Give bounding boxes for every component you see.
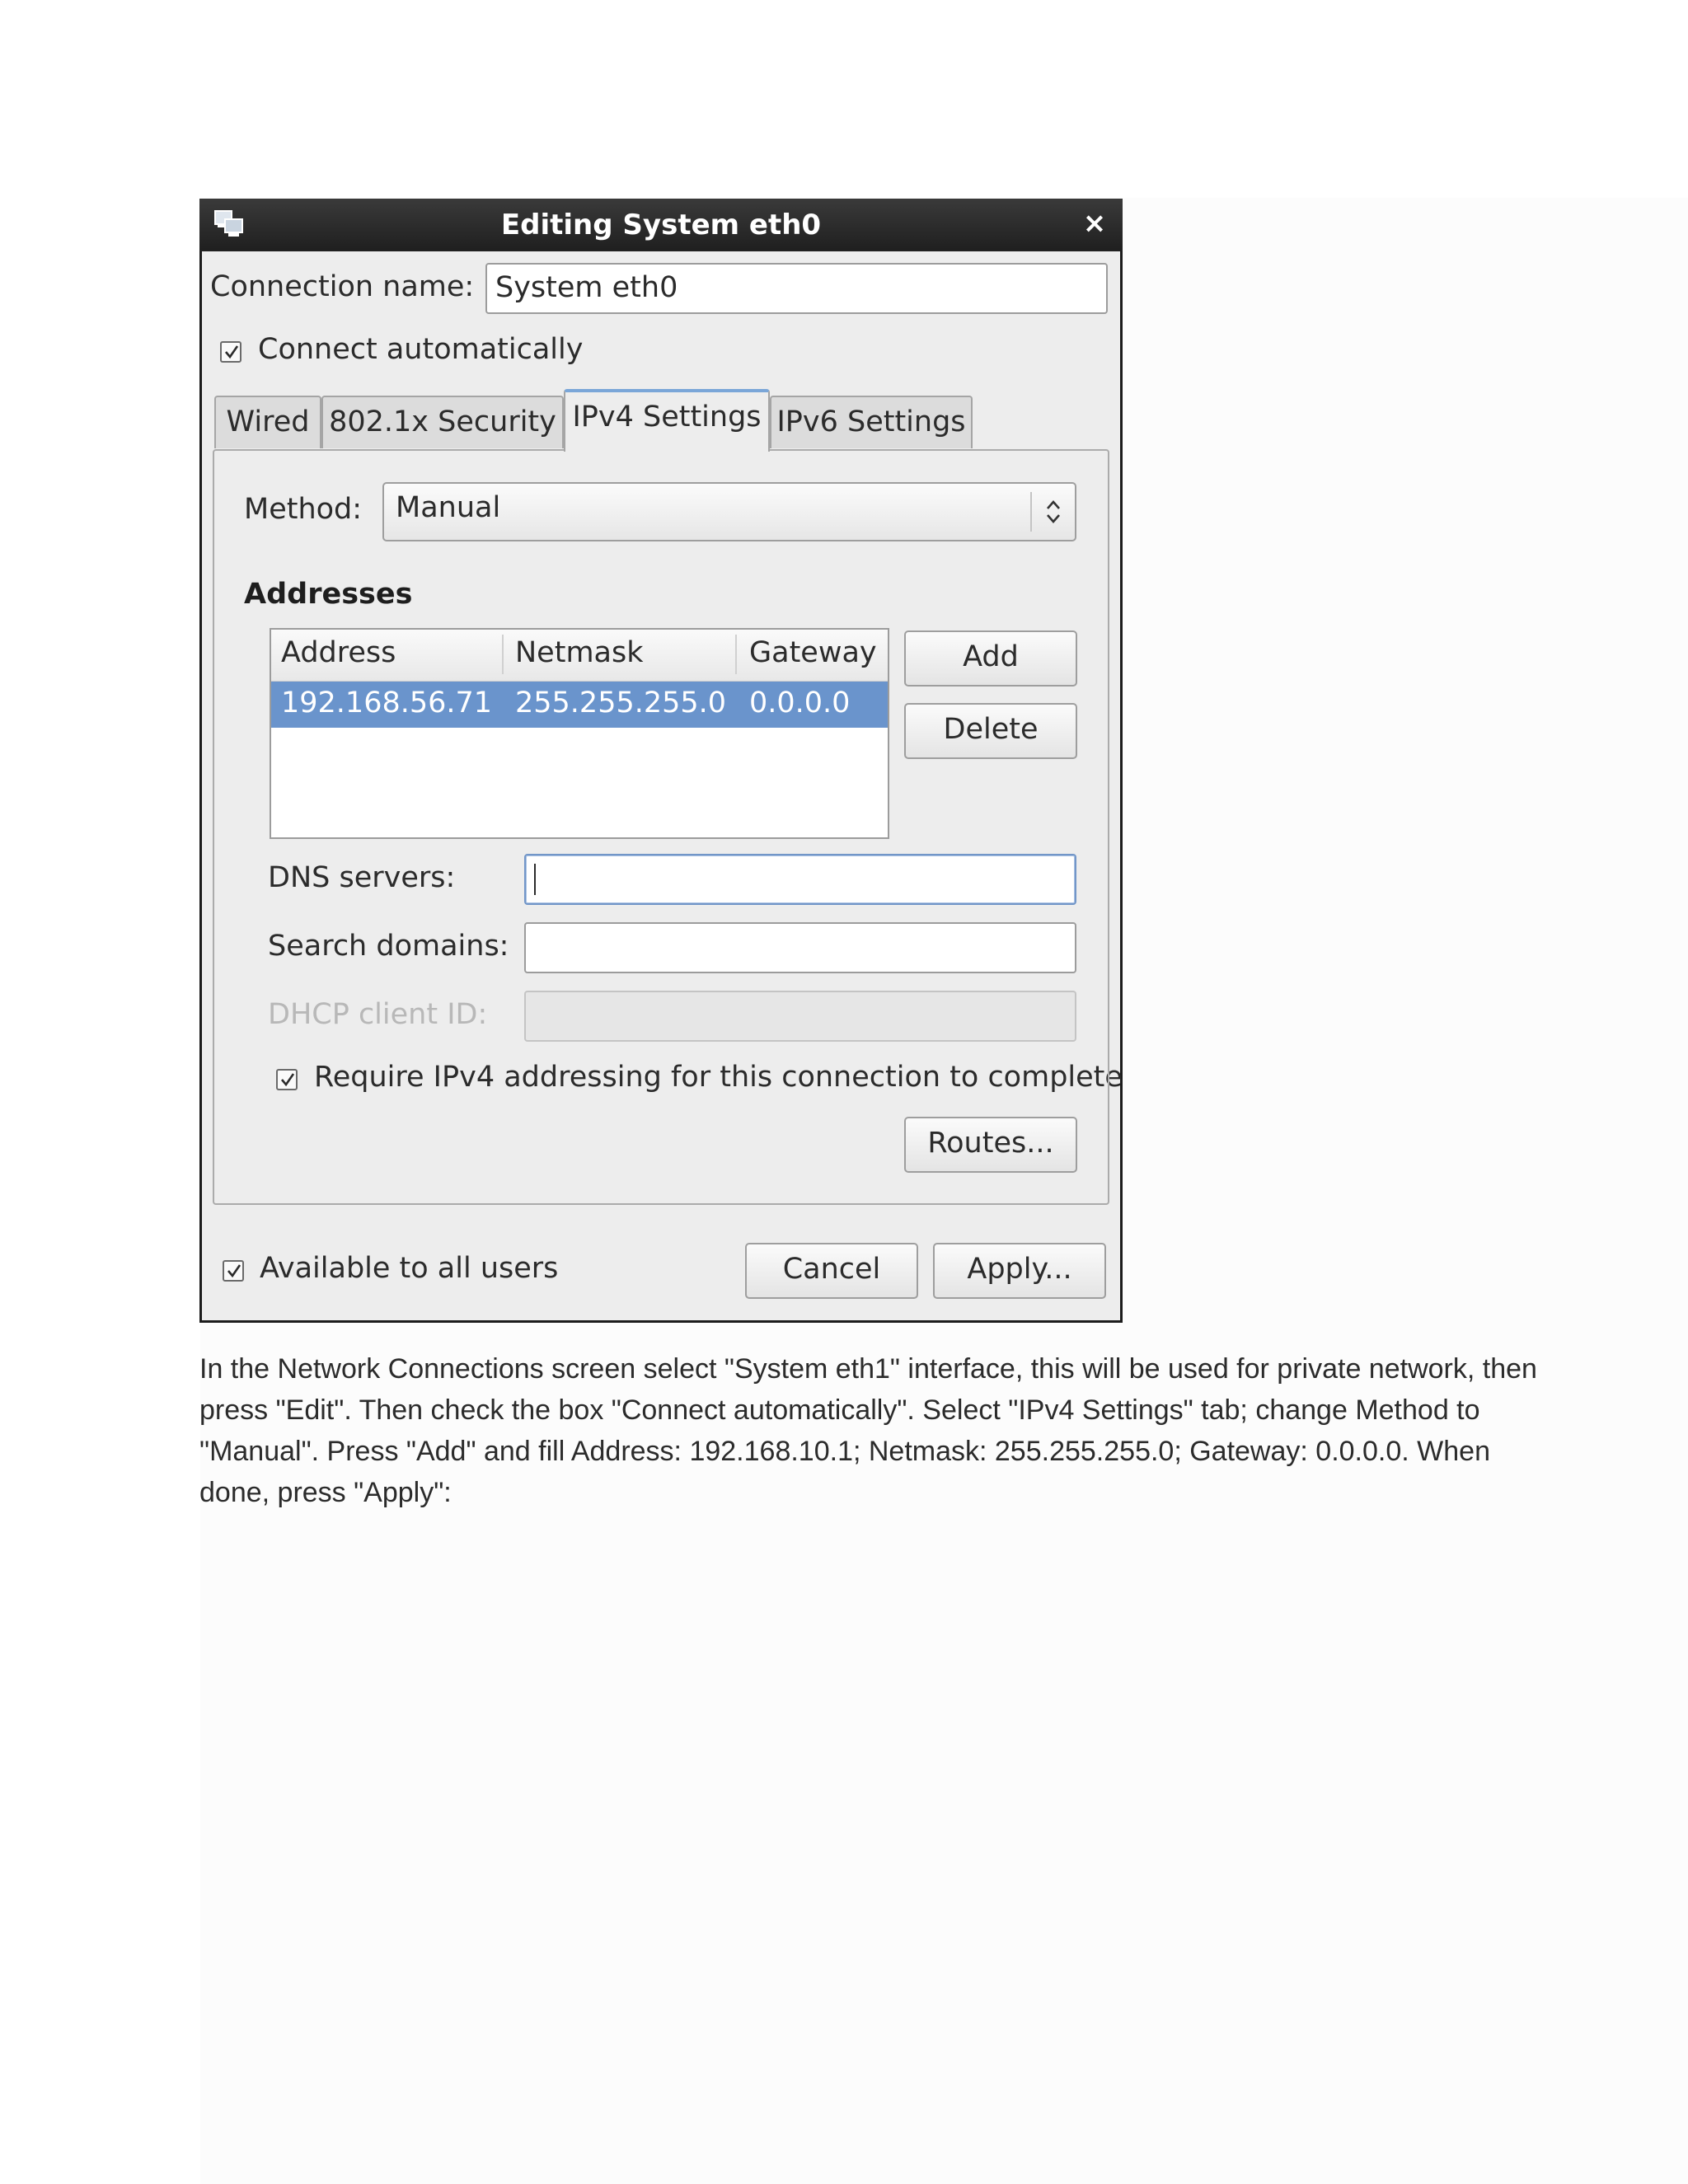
window-title: Editing System eth0 [500, 209, 822, 241]
column-header-gateway[interactable]: Gateway [749, 636, 877, 669]
column-header-address[interactable]: Address [281, 636, 396, 669]
netmask-cell[interactable]: 255.255.255.0 [515, 687, 727, 719]
dhcp-client-id-label: DHCP client ID: [268, 998, 488, 1031]
connect-automatically-label: Connect automatically [258, 333, 584, 366]
ipv4-settings-panel [213, 449, 1109, 1205]
available-to-all-users-checkbox[interactable] [223, 1260, 244, 1282]
instruction-paragraph: In the Network Connections screen select "System eth1" interface, this will be used for private network, then press "Edit". Then check the box "Connect automatically". Select "IPv4 Settings" tab; change Method to "Manual". Press "Add" and fill Address: 192.168.10.1; Netmask: 255.255.255.0; Gateway: 0.0.0.0. When done, press "Apply": [199, 1353, 1537, 1508]
connect-automatically-checkbox[interactable] [220, 341, 241, 363]
connection-name-label: Connection name: [210, 270, 475, 303]
checkmark-icon [223, 344, 240, 360]
tab-802-1x-security[interactable]: 802.1x Security [321, 396, 564, 448]
delete-button[interactable]: Delete [904, 703, 1077, 759]
search-domains-label: Search domains: [268, 930, 509, 963]
dns-servers-label: DNS servers: [268, 861, 456, 894]
method-value: Manual [396, 491, 501, 524]
routes-button[interactable]: Routes... [904, 1117, 1077, 1173]
tab-ipv6-settings[interactable]: IPv6 Settings [770, 396, 973, 448]
method-label: Method: [244, 493, 363, 526]
apply-button[interactable]: Apply... [933, 1243, 1106, 1299]
require-ipv4-label: Require IPv4 addressing for this connection to complete [314, 1061, 1123, 1094]
available-to-all-users-label: Available to all users [260, 1252, 559, 1285]
add-button[interactable]: Add [904, 630, 1077, 687]
gateway-cell[interactable]: 0.0.0.0 [749, 687, 851, 719]
checkmark-icon [226, 1263, 242, 1279]
address-cell[interactable]: 192.168.56.71 [281, 687, 493, 719]
title-bar[interactable] [199, 199, 1123, 251]
connection-name-input[interactable]: System eth0 [485, 263, 1108, 314]
column-header-netmask[interactable]: Netmask [515, 636, 644, 669]
tab-wired[interactable]: Wired [214, 396, 321, 448]
addresses-heading: Addresses [244, 578, 413, 611]
cancel-button[interactable]: Cancel [745, 1243, 918, 1299]
close-icon[interactable]: × [1082, 207, 1107, 240]
tab-ipv4-settings[interactable]: IPv4 Settings [564, 389, 770, 452]
